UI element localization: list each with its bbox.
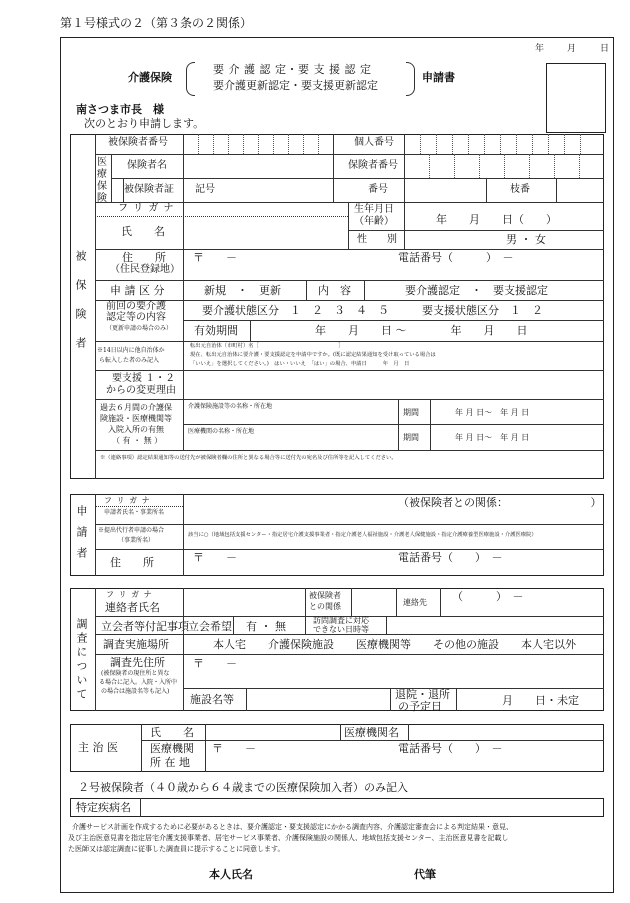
relation-label-2: との関係: [309, 602, 341, 611]
consent-line-1: 介護サービス計画を作成するために必要があるときは、要介護認定・要支援認定にかかる調査内容、介護認定審査会による判定結果・意見、: [72, 823, 513, 831]
applicant-postal[interactable]: 〒 －: [193, 551, 237, 564]
destination-label: 調査先住所: [110, 656, 165, 669]
sex-label: 性 別: [357, 234, 397, 245]
applicant-side-label: 申請者: [75, 505, 88, 568]
destination-note-3: の場合は施設名等も記入): [101, 688, 170, 695]
content-label: 内 容: [318, 284, 351, 297]
intro: 次のとおり申請します。: [84, 117, 205, 130]
application-type-label: 申 請 区 分: [110, 284, 165, 297]
insurer-name-label: 保険者名: [127, 160, 167, 171]
new-renew-options[interactable]: 新規 ・ 更新: [204, 284, 281, 297]
date-day: 日: [600, 44, 610, 54]
name-label: 氏 名: [121, 225, 165, 238]
address-note: （住民登録地）: [110, 264, 180, 275]
consent-line-3: た医師又は認定調査に従事した調査員に提示することに同意します。: [68, 845, 285, 853]
hospital-period-label: 期間: [403, 433, 419, 442]
type2-note: ２号被保険者（４０歳から６４歳までの医療保険加入者）のみ記入: [78, 781, 408, 794]
address-label: 住 所: [122, 251, 166, 264]
proxy-options[interactable]: 該当に○（地域包括支援センター・指定居宅介護支援事業者・指定介護老人福祉施設・介護老人保健施設・指定介護療養型医療施設・介護医療院）: [188, 532, 537, 538]
title-line2: 要介護更新認定・要支援更新認定: [213, 79, 378, 92]
transfer-line-1[interactable]: 転出元自治体（市町村）名［ ］: [190, 343, 344, 349]
valid-period-value[interactable]: 年 月 日 ～ 年 月 日: [315, 324, 528, 337]
transfer-label-2: ら転入した者のみ記入: [99, 357, 160, 364]
change-reason-label-1: 要支援 １・２: [112, 373, 176, 384]
unavailable-label-1: 訪問調査に対応: [313, 616, 369, 625]
doctor-location-label-2: 所 在 地: [150, 756, 190, 769]
facility-label-2: 険施設・医療機関等: [100, 414, 172, 423]
contact-note: ※（連絡事項）認定結果通知等の送付先が被保険者欄の住所と異なる場合等に送付先の宛名及び住所等を記入してください。: [100, 455, 397, 461]
proxy-signature-label: 代筆: [414, 868, 436, 881]
birth-value[interactable]: 年 月 日（ ）: [436, 213, 557, 226]
facility-label-4[interactable]: （ 有 ・ 無 ）: [112, 436, 163, 445]
doctor-postal[interactable]: 〒 －: [212, 742, 256, 755]
consent-line-2: 及び主治医意見書を指定居宅介護支援事業者、居宅サービス事業者、介護保険施設の関係人、地域包括支援センター、主治医意見書を記載し: [68, 834, 509, 842]
facility-period-label: 期間: [403, 408, 419, 417]
insurer-number-label: 保険者番号: [348, 160, 398, 171]
discharge-label-1: 退院・退所: [395, 688, 450, 701]
medical-insurance-label: 医療保険: [97, 157, 107, 204]
facility-name-label: 介護保険施設等の名称・所在地: [188, 403, 273, 410]
disease-label: 特定疾病名: [76, 801, 131, 814]
destination-note-1: (被保険者の現住所と異な: [101, 670, 170, 677]
doctor-institution-label: 医療機関名: [344, 726, 399, 739]
care-level-options[interactable]: 要介護状態区分 １ ２ ３ ４ ５: [202, 304, 389, 317]
attendee-options[interactable]: 有 ・ 無: [246, 620, 286, 633]
doctor-location-label-1: 医療機関: [150, 742, 194, 755]
facility-label-3: 入院入所の有無: [108, 425, 164, 434]
title-service: 介護保険: [128, 71, 172, 84]
relation-label-1: 被保険者: [309, 591, 341, 600]
doctor-side-label: 主 治 医: [78, 741, 118, 754]
change-reason-label-2: からの変更理由: [106, 385, 176, 396]
disease-field[interactable]: [141, 799, 603, 816]
card-symbol-label: 記号: [195, 184, 215, 195]
hospital-name-label: 医療機関の名称・所在地: [188, 428, 255, 435]
applicant-name-label: 申請者氏名・事業所名: [104, 509, 165, 516]
transfer-line-2: 現在、転出元自治体に要介護・要支援認定を申請中ですか。(既に認定結果通知を受け取っている場合は: [190, 352, 436, 358]
facility-label-1: 過去６月間の介護保: [100, 403, 172, 412]
discharge-label-2: の予定日: [398, 700, 442, 713]
survey-side-label: 調査について: [75, 618, 88, 702]
valid-period-label: 有効期間: [194, 324, 238, 337]
unavailable-label-2: できない日時等: [313, 625, 369, 634]
location-label: 調査実施場所: [103, 638, 169, 651]
contact-to-label: 連絡先: [403, 598, 427, 607]
destination-note-2: る場合に記入。入院・入所中: [99, 679, 178, 686]
birth-label: 生年月日: [354, 204, 394, 215]
doctor-name-label: 氏 名: [150, 726, 194, 739]
branch-number-label: 枝番: [510, 184, 530, 195]
addressee: 南さつま市長 様: [76, 103, 164, 116]
contact-phone[interactable]: （ ） －: [452, 590, 524, 603]
address-postal[interactable]: 〒 －: [193, 251, 237, 264]
age-label: （年齢）: [354, 216, 394, 227]
attendee-wish-label: 立会希望: [188, 620, 232, 633]
insured-side-label: 被保険者: [74, 250, 87, 366]
support-level-options[interactable]: 要支援状態区分 １ ２: [422, 304, 543, 317]
change-reason-field[interactable]: [184, 371, 603, 398]
card-number-label: 番号: [368, 184, 388, 195]
signature-label: 本人氏名: [209, 868, 253, 881]
hospital-period-value[interactable]: 年 月 日～ 年 月 日: [455, 433, 530, 442]
survey-furigana-label: フ リ ガ ナ: [106, 590, 153, 599]
attendee-label: 立会者等付記事項: [101, 620, 189, 633]
furigana-label: フ リ ガ ナ: [118, 203, 175, 214]
contact-name-label: 連絡者氏名: [105, 601, 160, 614]
applicant-relation[interactable]: （被保険者との関係： ）: [398, 496, 602, 509]
form-number: 第１号様式の２（第３条の２関係）: [60, 16, 253, 30]
destination-postal[interactable]: 〒 －: [193, 657, 237, 670]
previous-label-2: 認定等の内容: [106, 312, 166, 323]
title-bracket-left: [186, 62, 195, 96]
title-suffix: 申請書: [422, 71, 455, 84]
applicant-address-label: 住 所: [110, 556, 154, 569]
proxy-label-1: ※提出代行者申請の場合: [98, 527, 165, 534]
insured-phone[interactable]: 電話番号（ ） －: [398, 251, 514, 264]
date-month: 月: [567, 44, 577, 54]
signature-field[interactable]: [260, 866, 410, 882]
previous-note: （更新申請の場合のみ）: [106, 325, 173, 332]
doctor-phone[interactable]: 電話番号（ ） －: [398, 742, 503, 755]
destination-facility-label: 施設名等: [190, 693, 234, 706]
title-bracket-right: [406, 62, 415, 96]
individual-number-label: 個人番号: [354, 137, 394, 148]
previous-label-1: 前回の要介護: [106, 301, 166, 312]
discharge-value[interactable]: 月 日・未定: [502, 694, 579, 707]
date-year: 年: [535, 44, 545, 54]
transfer-label-1: ※14日以内に他自治体か: [97, 347, 165, 354]
applicant-furigana-label: フ リ ガ ナ: [104, 496, 151, 505]
title-line1: 要 介 護 認 定・要 支 援 認 定: [213, 63, 372, 76]
proxy-label-2: （事業所名）: [118, 537, 155, 544]
facility-period-value[interactable]: 年 月 日～ 年 月 日: [455, 408, 530, 417]
certification-options[interactable]: 要介護認定 ・ 要支援認定: [405, 284, 548, 297]
applicant-phone[interactable]: 電話番号（ ） －: [398, 551, 503, 564]
sex-options[interactable]: 男 ・ 女: [506, 233, 546, 246]
insured-card-label: 被保険者証: [124, 184, 174, 195]
location-options[interactable]: 本人宅 介護保険施設 医療機関等 その他の施設 本人宅以外: [213, 638, 576, 651]
insured-number-label: 被保険者番号: [108, 137, 168, 148]
reception-box: [546, 63, 606, 133]
transfer-line-3[interactable]: 「いいえ」を選択してください。) はい・いいえ 「はい」の場合、申請日 年 月 日: [190, 361, 410, 367]
